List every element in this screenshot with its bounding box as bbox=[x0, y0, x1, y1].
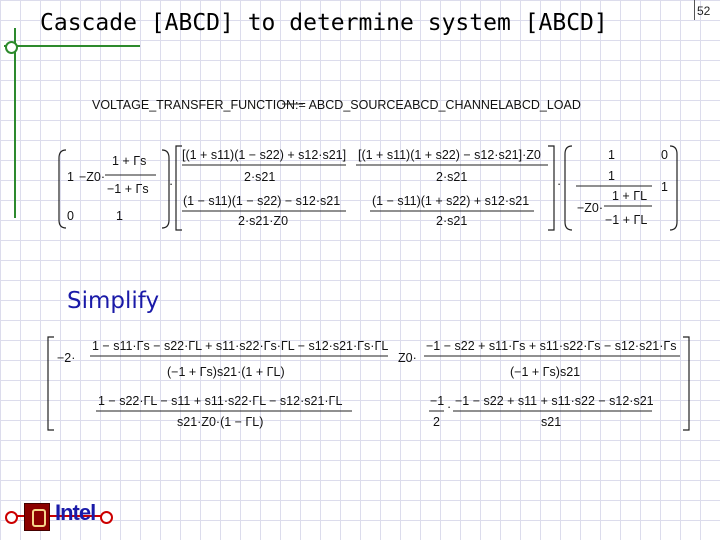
load-matrix-right-bracket bbox=[670, 146, 677, 230]
result-a11-prefix: −2· bbox=[57, 351, 76, 365]
channel-a12-denominator: 2·s21 bbox=[436, 170, 468, 184]
source-a12-denominator: −1 + Γs bbox=[107, 182, 149, 196]
load-a21-prefix: −Z0· bbox=[577, 201, 604, 215]
transfer-function-definition: VOLTAGE_TRANSFER_FUNCTION:= ABCD_SOURCEABCD_CHANNELABCD_LOAD bbox=[92, 98, 581, 112]
load-a21-top: 1 bbox=[608, 169, 615, 183]
page-number: 52 bbox=[697, 4, 711, 18]
channel-a22-denominator: 2·s21 bbox=[436, 214, 468, 228]
source-a11: 1 bbox=[67, 170, 74, 184]
result-a22-numerator: −1 − s22 + s11 + s11·s22 − s12·s21 bbox=[455, 394, 654, 408]
result-a12-numerator: −1 − s22 + s11·Γs + s11·s22·Γs − s12·s21·Γs bbox=[426, 339, 677, 353]
result-a21-denominator: s21·Z0·(1 − ΓL) bbox=[177, 415, 264, 429]
channel-a21-denominator: 2·s21·Z0 bbox=[238, 214, 289, 228]
source-a22: 1 bbox=[116, 209, 123, 223]
load-a21-frac-numerator: 1 + ΓL bbox=[612, 189, 648, 203]
result-matrix-right-bracket bbox=[683, 337, 689, 430]
channel-matrix-right-bracket bbox=[548, 146, 554, 230]
channel-a11-denominator: 2·s21 bbox=[244, 170, 276, 184]
source-matrix-right-bracket bbox=[162, 150, 169, 228]
load-matrix-left-bracket bbox=[565, 146, 572, 230]
source-a12-prefix: −Z0· bbox=[79, 170, 106, 184]
multiply-dot-1: · bbox=[169, 177, 174, 191]
load-a21-frac-denominator: −1 + ΓL bbox=[605, 213, 648, 227]
source-a21: 0 bbox=[67, 209, 74, 223]
load-a11: 1 bbox=[608, 148, 615, 162]
result-a21-numerator: 1 − s22·ΓL − s11 + s11·s22·ΓL − s12·s21·ΓL bbox=[98, 394, 343, 408]
channel-a21-numerator: (1 − s11)(1 − s22) − s12·s21 bbox=[183, 194, 341, 208]
result-a12-prefix: Z0· bbox=[398, 351, 417, 365]
result-a22-pre-numerator: −1 bbox=[430, 394, 445, 408]
load-a12: 0 bbox=[661, 148, 668, 162]
source-a12-numerator: 1 + Γs bbox=[112, 154, 147, 168]
source-matrix-left-bracket bbox=[59, 150, 66, 228]
channel-a12-numerator: [(1 + s11)(1 + s22) − s12·s21]·Z0 bbox=[358, 148, 541, 162]
decor-circle-left bbox=[5, 511, 18, 524]
university-seal-logo bbox=[24, 503, 50, 531]
decor-circle-right bbox=[100, 511, 113, 524]
multiply-dot-3: · bbox=[447, 400, 452, 414]
intel-logo: Intel bbox=[55, 500, 96, 525]
slide-title: Cascade [ABCD] to determine system [ABCD] bbox=[40, 10, 608, 36]
result-a12-denominator: (−1 + Γs)s21 bbox=[510, 365, 581, 379]
result-matrix-left-bracket bbox=[48, 337, 54, 430]
multiply-dot-2: · bbox=[557, 177, 562, 191]
result-a22-denominator: s21 bbox=[541, 415, 562, 429]
channel-a22-numerator: (1 − s11)(1 + s22) + s12·s21 bbox=[372, 194, 530, 208]
result-a11-denominator: (−1 + Γs)s21·(1 + ΓL) bbox=[167, 365, 285, 379]
section-heading: Simplify bbox=[67, 288, 160, 314]
result-a11-numerator: 1 − s11·Γs − s22·ΓL + s11·s22·Γs·ΓL − s12·s21·Γs·ΓL bbox=[92, 339, 389, 353]
load-a22: 1 bbox=[661, 180, 668, 194]
result-a22-pre-denominator: 2 bbox=[433, 415, 440, 429]
channel-a11-numerator: [(1 + s11)(1 − s22) + s12·s21] bbox=[182, 148, 347, 162]
